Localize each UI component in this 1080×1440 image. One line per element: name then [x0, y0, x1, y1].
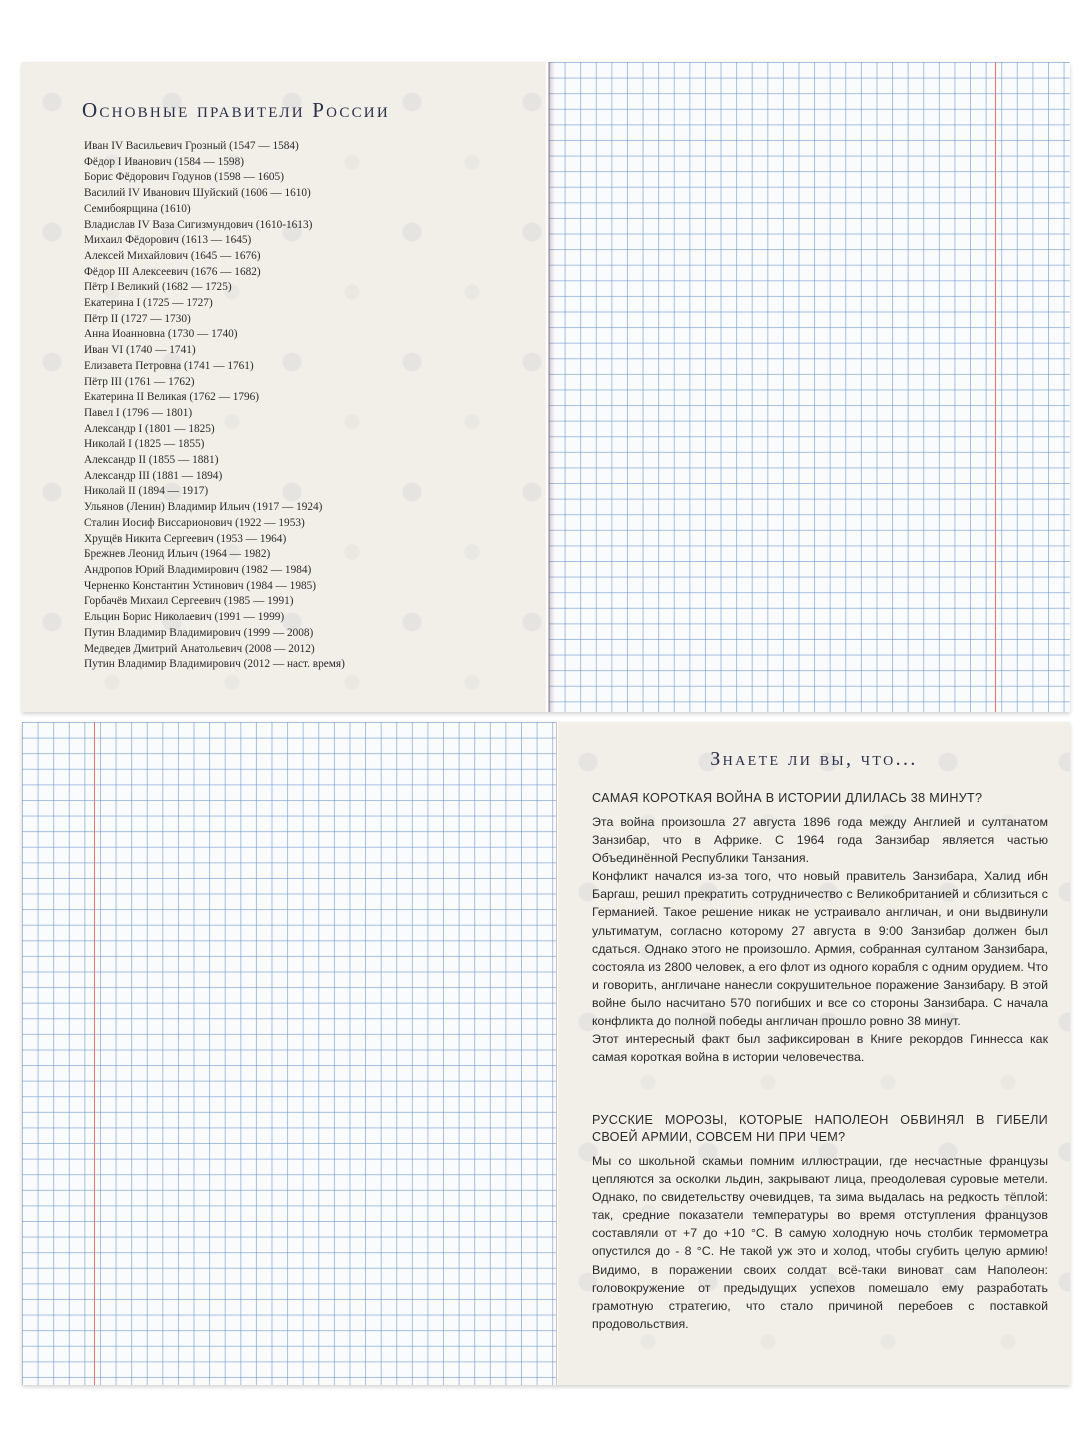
ruler-item: Александр III (1881 — 1894) — [84, 469, 223, 482]
facts-page — [558, 722, 1070, 1385]
ruler-item: Иван IV Васильевич Грозный (1547 — 1584) — [84, 140, 299, 152]
ruler-item: Михаил Фёдорович (1613 — 1645) — [84, 234, 252, 247]
ruler-item: Фёдор I Иванович (1584 — 1598) — [84, 155, 244, 168]
ruler-item: Екатерина II Великая (1762 — 1796) — [84, 391, 260, 404]
fold-shadow — [549, 62, 555, 712]
ruler-item: Александр II (1855 — 1881) — [84, 454, 219, 467]
ruler-item: Иван VI (1740 — 1741) — [84, 344, 196, 357]
bottom-spread — [22, 722, 1070, 1385]
fact-heading: РУССКИЕ МОРОЗЫ, КОТОРЫЕ НАПОЛЕОН ОБВИНЯЛ В ГИБЕЛИ СВОЕЙ АРМИИ, СОВСЕМ НИ ПРИ ЧЕМ? — [592, 1113, 1048, 1144]
facts-title: Знаете ли вы, что... — [710, 748, 918, 770]
ruler-item: Путин Владимир Владимирович (1999 — 2008) — [84, 626, 314, 639]
ruler-item: Горбачёв Михаил Сергеевич (1985 — 1991) — [84, 595, 294, 608]
fact-block — [592, 1112, 1048, 1333]
ruler-item: Пётр I Великий (1682 — 1725) — [84, 281, 232, 294]
ruler-item: Семибоярщина (1610) — [84, 202, 191, 215]
margin-line — [995, 62, 996, 712]
grid-page-top — [548, 62, 1070, 712]
ruler-item: Черненко Константин Устинович (1984 — 1985) — [84, 579, 317, 592]
fact-paragraph: Мы со школьной скамьи помним иллюстрации, где несчастные французы цепляются за осколки льдин, закрывают лица, преодолевая суровые метели. Однако, по свидетельству очевидцев, та зима выдалась на редкость тёплой: так, средние показатели температуры во время отступления французов составляли от +7 до +10 °С. В самую холодную ночь столбик термометра опустился до - 8 °С. Не такой уж это и холод, чтобы сгубить целую армию! Видимо, в поражении своих солдат всё-таки виноват сам Наполеон: головокружение от предыдущих успехов помешало ему разработать грамотную стратегию, что стало причиной перебоев с поставкой продовольствия. — [592, 1154, 1048, 1331]
ruler-item: Медведев Дмитрий Анатольевич (2008 — 2012) — [84, 642, 315, 655]
rulers-title: Основные правители России — [82, 98, 390, 122]
ruler-item: Владислав IV Ваза Сигизмундович (1610-1613) — [84, 218, 313, 231]
fact-paragraph: Конфликт начался из-за того, что новый правитель Занзибара, Халид ибн Баргаш, решил прекратить сотрудничество с Великобританией и сблизиться с Германией. Такое решение никак не устраивало англичан, и они выдвинули ультиматум, согласно которому 27 августа в 9:00 Занзибар должен был сдаться. Однако этого не произошло. Армия, собранная султаном Занзибара, состояла из 2800 человек, а его флот из одного корабля с одним орудием. Что и говорить, англичане нанесли сокрушительное поражение Занзибару. В этой войне было насчитано 570 погибших и все со стороны Занзибара. С начала конфликта до полной победы англичан прошло ровно 38 минут. — [592, 869, 1048, 1029]
ruler-item: Андропов Юрий Владимирович (1982 — 1984) — [84, 563, 312, 576]
rulers-page — [22, 62, 546, 712]
ruler-item: Алексей Михайлович (1645 — 1676) — [84, 249, 261, 262]
ruler-item: Ельцин Борис Николаевич (1991 — 1999) — [84, 611, 285, 624]
ruler-item: Ульянов (Ленин) Владимир Ильич (1917 — 1924) — [84, 501, 323, 514]
ruler-item: Василий IV Иванович Шуйский (1606 — 1610) — [84, 187, 311, 200]
ruler-item: Анна Иоанновна (1730 — 1740) — [84, 328, 238, 341]
margin-line — [94, 722, 95, 1385]
top-spread — [22, 62, 1070, 712]
grid-page-bottom — [22, 722, 557, 1385]
ruler-item: Александр I (1801 — 1825) — [84, 422, 215, 435]
ruler-item: Путин Владимир Владимирович (2012 — наст. время) — [84, 658, 345, 671]
ruler-item: Николай II (1894 — 1917) — [84, 485, 209, 498]
fact-paragraph: Этот интересный факт был зафиксирован в Книге рекордов Гиннесса как самая короткая война в истории человечества. — [592, 1032, 1048, 1065]
ruler-item: Николай I (1825 — 1855) — [84, 438, 205, 451]
ruler-item: Пётр III (1761 — 1762) — [84, 375, 195, 388]
rulers-list — [84, 139, 345, 673]
ruler-item: Екатерина I (1725 — 1727) — [84, 297, 213, 310]
fact-block — [592, 790, 1048, 1066]
ruler-item: Хрущёв Никита Сергеевич (1953 — 1964) — [84, 532, 287, 545]
ruler-item: Сталин Иосиф Виссарионович (1922 — 1953) — [84, 516, 305, 529]
ruler-item: Борис Фёдорович Годунов (1598 — 1605) — [84, 171, 284, 184]
ruler-item: Пётр II (1727 — 1730) — [84, 312, 191, 325]
ruler-item: Брежнев Леонид Ильич (1964 — 1982) — [84, 548, 271, 561]
fact-paragraph: Эта война произошла 27 августа 1896 года между Англией и султанатом Занзибар, что в Африке. С 1964 года Занзибар является частью Объединённой Республики Танзания. — [592, 815, 1048, 866]
ruler-item: Фёдор III Алексеевич (1676 — 1682) — [84, 265, 261, 278]
ruler-item: Павел I (1796 — 1801) — [84, 406, 193, 419]
ruler-item: Елизавета Петровна (1741 — 1761) — [84, 359, 254, 372]
fact-heading: САМАЯ КОРОТКАЯ ВОЙНА В ИСТОРИИ ДЛИЛАСЬ 38 МИНУТ? — [592, 791, 983, 805]
